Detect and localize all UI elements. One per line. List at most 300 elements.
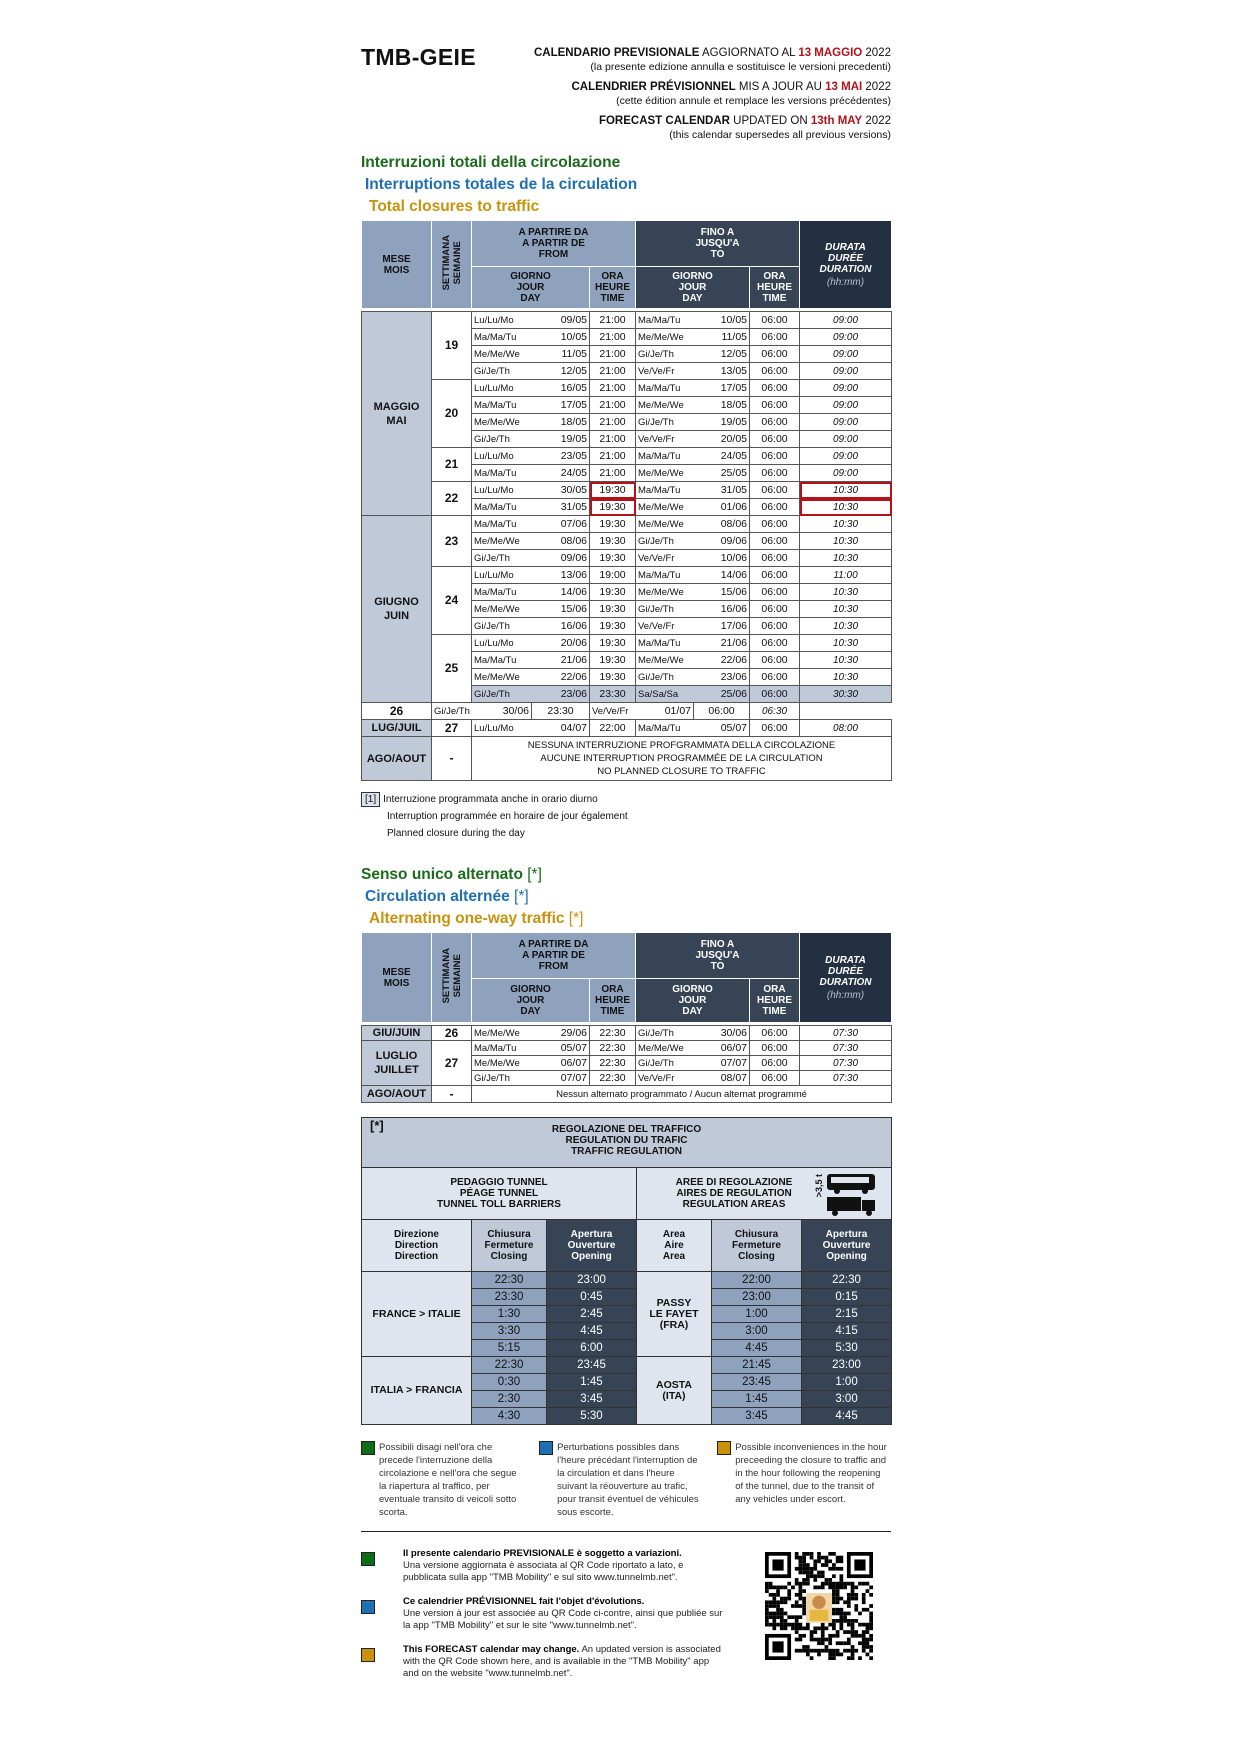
toll-open-time: 6:00 (547, 1340, 637, 1357)
header-fr-updated: MIS A JOUR AU (735, 81, 826, 93)
to-day: Gi/Je/Th (636, 533, 694, 550)
footer-it-text: Una versione aggiornata è associata al QR Code riportato a lato, e pubblicata sulla app "TMB Mobility" e sul sito www.tunnelmb.net". (403, 1560, 684, 1583)
footer-fr-text: Une version à jour est associée au QR Code ci-contre, ainsi que publiée sur la app "TMB Mobility" et sur le site "www.tunnelmb.net". (403, 1608, 723, 1631)
duration: 07:30 (800, 1041, 892, 1056)
duration: 10:30 (800, 499, 892, 516)
duration: 09:00 (800, 465, 892, 482)
toll-open-time: 1:45 (547, 1374, 637, 1391)
to-date: 01/07 (636, 703, 694, 720)
to-date: 25/06 (694, 686, 750, 703)
from-day: Me/Me/We (472, 1026, 532, 1041)
from-time: 22:30 (590, 1026, 636, 1041)
from-time: 19:30 (590, 499, 636, 516)
from-date: 19/05 (532, 431, 590, 448)
from-date: 07/06 (532, 516, 590, 533)
week-cell: 20 (432, 380, 472, 448)
to-date: 20/05 (694, 431, 750, 448)
from-time: 19:30 (590, 482, 636, 499)
duration: 08:00 (800, 720, 892, 737)
from-date: 14/06 (532, 584, 590, 601)
to-date: 17/06 (694, 618, 750, 635)
area-close-time: 3:00 (712, 1323, 802, 1340)
month-cell: LUG/JUIL (362, 720, 432, 737)
to-day: Gi/Je/Th (636, 1026, 694, 1041)
from-time: 21:00 (590, 448, 636, 465)
from-day: Gi/Je/Th (472, 1071, 532, 1086)
from-date: 18/05 (532, 414, 590, 431)
toll-open-time: 0:45 (547, 1289, 637, 1306)
to-date: 31/05 (694, 482, 750, 499)
area-close-time: 21:45 (712, 1357, 802, 1374)
from-date: 09/06 (532, 550, 590, 567)
to-time: 06:00 (750, 448, 800, 465)
duration: 09:00 (800, 363, 892, 380)
from-day: Me/Me/We (472, 1056, 532, 1071)
from-day: Ma/Ma/Tu (472, 465, 532, 482)
from-date: 10/05 (532, 329, 590, 346)
qr-code-icon[interactable] (765, 1552, 873, 1660)
header-it-year: 2022 (862, 47, 891, 59)
from-time: 19:30 (590, 652, 636, 669)
to-time: 06:00 (750, 652, 800, 669)
duration: 10:30 (800, 652, 892, 669)
week-cell: 27 (432, 1041, 472, 1086)
alt-title-fr: Circulation alternée (365, 888, 510, 905)
alt-col-duration: DURATA DURÉE DURATION (hh:mm) (800, 933, 892, 1023)
toll-close-time: 22:30 (472, 1272, 547, 1289)
toll-open-time: 5:30 (547, 1408, 637, 1425)
from-time: 19:30 (590, 584, 636, 601)
to-time: 06:00 (750, 431, 800, 448)
area-open-header: Apertura Ouverture Opening (802, 1220, 892, 1272)
header-block (534, 46, 891, 148)
area-close-time: 1:00 (712, 1306, 802, 1323)
week-cell: 23 (432, 516, 472, 567)
alt-row-august (362, 1086, 892, 1103)
closure-row (362, 635, 892, 652)
col-week: SETTIMANA SEMAINE (432, 221, 472, 309)
to-date: 15/06 (694, 584, 750, 601)
from-day: Ma/Ma/Tu (472, 652, 532, 669)
from-time: 22:30 (590, 1056, 636, 1071)
area-open-time: 1:00 (802, 1374, 892, 1391)
duration: 09:00 (800, 312, 892, 329)
closure-row (362, 703, 892, 720)
to-date: 08/06 (694, 516, 750, 533)
to-time: 06:00 (750, 669, 800, 686)
from-date: 24/05 (532, 465, 590, 482)
to-day: Ve/Ve/Fr (636, 363, 694, 380)
toll-open-header: Apertura Ouverture Opening (547, 1220, 637, 1272)
alt-mark-it: [*] (522, 866, 542, 883)
from-date: 30/06 (472, 703, 532, 720)
bus-truck-icon (825, 1172, 877, 1216)
to-time: 06:00 (750, 414, 800, 431)
to-date: 11/05 (694, 329, 750, 346)
area-open-time: 0:15 (802, 1289, 892, 1306)
toll-close-time: 1:30 (472, 1306, 547, 1323)
to-day: Ve/Ve/Fr (636, 618, 694, 635)
duration: 10:30 (800, 482, 892, 499)
from-time: 21:00 (590, 431, 636, 448)
duration: 30:30 (800, 686, 892, 703)
area-open-time: 23:00 (802, 1357, 892, 1374)
footnote (361, 791, 891, 842)
from-time: 19:30 (590, 635, 636, 652)
to-date: 21/06 (694, 635, 750, 652)
col-from-time: ORA HEURE TIME (590, 267, 636, 309)
to-time: 06:00 (750, 346, 800, 363)
header-en-date: 13th MAY (810, 115, 863, 127)
company-logo: TMB-GEIE (361, 44, 476, 70)
header-it-updated: AGGIORNATO AL (699, 47, 799, 59)
direction-cell: ITALIA > FRANCIA (362, 1357, 472, 1425)
alt-col-from-day: GIORNO JOUR DAY (472, 979, 590, 1023)
toll-close-time: 0:30 (472, 1374, 547, 1391)
week-cell: - (432, 1086, 472, 1103)
to-day: Ve/Ve/Fr (636, 550, 694, 567)
header-fr-note: (cette édition annule et remplace les versions précédentes) (616, 95, 891, 107)
col-month: MESE MOIS (362, 221, 432, 309)
header-fr-title: CALENDRIER PRÉVISIONNEL (571, 81, 736, 93)
from-time: 19:30 (590, 516, 636, 533)
to-time: 06:00 (750, 720, 800, 737)
no-alternating-note: Nessun alternato programmato / Aucun alternat programmé (472, 1086, 892, 1103)
area-close-header: Chiusura Fermeture Closing (712, 1220, 802, 1272)
to-day: Ma/Ma/Tu (636, 312, 694, 329)
week-cell: 21 (432, 448, 472, 482)
header-en-year: 2022 (862, 115, 891, 127)
from-date: 07/07 (532, 1071, 590, 1086)
duration: 10:30 (800, 584, 892, 601)
to-time: 06:00 (750, 567, 800, 584)
to-day: Me/Me/We (636, 397, 694, 414)
weight-label: >3,5 t (814, 1174, 825, 1198)
footer-blue-icon (361, 1600, 375, 1614)
col-to-time: ORA HEURE TIME (750, 267, 800, 309)
from-day: Lu/Lu/Mo (472, 567, 532, 584)
from-day: Lu/Lu/Mo (472, 482, 532, 499)
from-time: 21:00 (590, 346, 636, 363)
duration: 09:00 (800, 414, 892, 431)
legend-fr: Perturbations possibles dans l'heure précédant l'interruption de la circulation et dans l'heure suivant la réouverture au trafic, pour transit éventuel de véhicules sous escorte. (557, 1442, 699, 1518)
alt-mark-en: [*] (564, 910, 584, 927)
from-time: 19:30 (590, 618, 636, 635)
to-day: Me/Me/We (636, 329, 694, 346)
to-day: Gi/Je/Th (636, 669, 694, 686)
from-day: Me/Me/We (472, 533, 532, 550)
regulation-row (362, 1272, 892, 1289)
from-date: 06/07 (532, 1056, 590, 1071)
from-time: 21:00 (590, 380, 636, 397)
header-en-note: (this calendar supersedes all previous versions) (669, 129, 891, 141)
duration: 09:00 (800, 380, 892, 397)
month-cell: GIU/JUIN (362, 1026, 432, 1041)
from-day: Lu/Lu/Mo (472, 720, 532, 737)
legend-en: Possible inconveniences in the hour preceeding the closure to traffic and in the hour following the reopening of the tunnel, due to the transit of any vehicles under escort. (735, 1442, 887, 1505)
alt-col-to: FINO A JUSQU'A TO (636, 933, 800, 979)
from-date: 20/06 (532, 635, 590, 652)
area-close-time: 22:00 (712, 1272, 802, 1289)
from-time: 19:30 (590, 669, 636, 686)
regulation-table (361, 1117, 892, 1425)
from-date: 11/05 (532, 346, 590, 363)
to-date: 09/06 (694, 533, 750, 550)
header-fr-date: 13 MAI (825, 81, 863, 93)
area-open-time: 4:45 (802, 1408, 892, 1425)
header-en-title: FORECAST CALENDAR (598, 115, 730, 127)
to-date: 30/06 (694, 1026, 750, 1041)
toll-close-time: 22:30 (472, 1357, 547, 1374)
to-day: Me/Me/We (636, 516, 694, 533)
to-date: 07/07 (694, 1056, 750, 1071)
to-day: Ma/Ma/Tu (636, 380, 694, 397)
to-date: 08/07 (694, 1071, 750, 1086)
from-date: 30/05 (532, 482, 590, 499)
month-cell: LUGLIO JUILLET (362, 1041, 432, 1086)
toll-close-time: 23:30 (472, 1289, 547, 1306)
duration: 07:30 (800, 1071, 892, 1086)
duration: 07:30 (800, 1026, 892, 1041)
legend-it: Possibili disagi nell'ora che precede l'interruzione della circolazione e nell'ora che segue la riapertura al traffico, per eventuale transito di veicoli sotto scorta. (379, 1442, 517, 1518)
header-en-updated: UPDATED ON (729, 115, 811, 127)
closure-row (362, 567, 892, 584)
to-date: 05/07 (694, 720, 750, 737)
to-time: 06:00 (750, 397, 800, 414)
to-date: 18/05 (694, 397, 750, 414)
footer-fr-bold: Ce calendrier PRÉVISIONNEL fait l'objet d'évolutions. (403, 1596, 645, 1607)
to-date: 25/05 (694, 465, 750, 482)
blue-square-icon (539, 1441, 553, 1455)
dir-header: Direzione Direction Direction (362, 1220, 472, 1272)
from-date: 23/05 (532, 448, 590, 465)
from-day: Me/Me/We (472, 346, 532, 363)
to-day: Gi/Je/Th (636, 1056, 694, 1071)
to-date: 24/05 (694, 448, 750, 465)
to-date: 10/06 (694, 550, 750, 567)
header-it-date: 13 MAGGIO (798, 47, 863, 59)
alternating-table-header (361, 932, 892, 1023)
area-close-time: 4:45 (712, 1340, 802, 1357)
toll-close-time: 5:15 (472, 1340, 547, 1357)
areas-header: AREE DI REGOLAZIONE AIRES DE REGULATION REGULATION AREAS >3,5 t (637, 1168, 892, 1220)
closure-row-august (362, 737, 892, 781)
to-time: 06:00 (694, 703, 750, 720)
to-day: Ve/Ve/Fr (636, 1071, 694, 1086)
to-time: 06:00 (750, 635, 800, 652)
alt-row (362, 1026, 892, 1041)
from-day: Lu/Lu/Mo (472, 635, 532, 652)
footnote-it: Interruzione programmata anche in orario diurno (383, 794, 598, 805)
week-cell: 25 (432, 635, 472, 703)
duration: 11:00 (800, 567, 892, 584)
footnote-en: Planned closure during the day (387, 828, 525, 839)
closure-row (362, 516, 892, 533)
from-time: 19:00 (590, 567, 636, 584)
to-time: 06:00 (750, 1071, 800, 1086)
to-time: 06:00 (750, 1026, 800, 1041)
closure-row (362, 720, 892, 737)
closure-row (362, 448, 892, 465)
col-from-day: GIORNO JOUR DAY (472, 267, 590, 309)
to-day: Gi/Je/Th (636, 346, 694, 363)
from-date: 04/07 (532, 720, 590, 737)
from-date: 23/06 (532, 686, 590, 703)
from-date: 08/06 (532, 533, 590, 550)
from-time: 21:00 (590, 397, 636, 414)
to-day: Me/Me/We (636, 652, 694, 669)
to-time: 06:00 (750, 550, 800, 567)
from-time: 21:00 (590, 329, 636, 346)
to-time: 06:00 (750, 1041, 800, 1056)
from-date: 21/06 (532, 652, 590, 669)
toll-header: PEDAGGIO TUNNEL PÉAGE TUNNEL TUNNEL TOLL BARRIERS (362, 1168, 637, 1220)
to-date: 16/06 (694, 601, 750, 618)
from-day: Ma/Ma/Tu (472, 329, 532, 346)
from-day: Gi/Je/Th (432, 703, 472, 720)
area-close-time: 23:45 (712, 1374, 802, 1391)
duration: 10:30 (800, 669, 892, 686)
header-it-note: (la presente edizione annulla e sostituisce le versioni precedenti) (590, 61, 891, 73)
footer-green-icon (361, 1552, 375, 1566)
duration: 09:00 (800, 448, 892, 465)
duration: 09:00 (800, 431, 892, 448)
from-time: 19:30 (590, 550, 636, 567)
toll-close-header: Chiusura Fermeture Closing (472, 1220, 547, 1272)
footer-en-text: An updated version is associated with the QR Code shown here, and is available in the "TMB Mobility" app and on the website "www.tunnelmb.net". (403, 1644, 721, 1679)
duration: 10:30 (800, 550, 892, 567)
to-time: 06:00 (750, 618, 800, 635)
duration: 10:30 (800, 601, 892, 618)
col-duration: DURATA DURÉE DURATION (hh:mm) (800, 221, 892, 309)
col-to: FINO A JUSQU'A TO (636, 221, 800, 267)
month-cell: GIUGNO JUIN (362, 516, 432, 703)
to-time: 06:00 (750, 686, 800, 703)
to-date: 23/06 (694, 669, 750, 686)
toll-open-time: 23:45 (547, 1357, 637, 1374)
closures-title-it: Interruzioni totali della circolazione (361, 154, 621, 171)
from-day: Lu/Lu/Mo (472, 380, 532, 397)
toll-close-time: 4:30 (472, 1408, 547, 1425)
area-open-time: 3:00 (802, 1391, 892, 1408)
to-date: 12/05 (694, 346, 750, 363)
week-cell: - (432, 737, 472, 781)
to-time: 06:00 (750, 380, 800, 397)
closure-row (362, 482, 892, 499)
toll-open-time: 3:45 (547, 1391, 637, 1408)
area-open-time: 2:15 (802, 1306, 892, 1323)
to-day: Ma/Ma/Tu (636, 567, 694, 584)
from-day: Me/Me/We (472, 601, 532, 618)
to-date: 13/05 (694, 363, 750, 380)
to-day: Ma/Ma/Tu (636, 720, 694, 737)
from-day: Lu/Lu/Mo (472, 448, 532, 465)
from-time: 21:00 (590, 363, 636, 380)
closures-title-en: Total closures to traffic (369, 198, 540, 215)
to-day: Me/Me/We (636, 499, 694, 516)
from-date: 22/06 (532, 669, 590, 686)
to-day: Gi/Je/Th (636, 601, 694, 618)
closures-section (361, 152, 891, 1701)
from-day: Gi/Je/Th (472, 431, 532, 448)
duration: 06:30 (750, 703, 800, 720)
alt-title-en: Alternating one-way traffic (369, 910, 565, 927)
to-day: Me/Me/We (636, 465, 694, 482)
to-time: 06:00 (750, 516, 800, 533)
area-cell: AOSTA (ITA) (637, 1357, 712, 1425)
duration: 10:30 (800, 618, 892, 635)
to-date: 06/07 (694, 1041, 750, 1056)
to-day: Gi/Je/Th (636, 414, 694, 431)
month-cell: AGO/AOUT (362, 737, 432, 781)
to-time: 06:00 (750, 1056, 800, 1071)
green-square-icon (361, 1441, 375, 1455)
from-time: 19:30 (590, 533, 636, 550)
toll-open-time: 4:45 (547, 1323, 637, 1340)
closure-row (362, 312, 892, 329)
to-time: 06:00 (750, 601, 800, 618)
area-close-time: 1:45 (712, 1391, 802, 1408)
from-date: 16/05 (532, 380, 590, 397)
legend (361, 1441, 891, 1519)
from-day: Ma/Ma/Tu (472, 499, 532, 516)
from-time: 23:30 (590, 686, 636, 703)
area-open-time: 4:15 (802, 1323, 892, 1340)
to-date: 01/06 (694, 499, 750, 516)
duration: 10:30 (800, 533, 892, 550)
from-date: 12/05 (532, 363, 590, 380)
from-day: Ma/Ma/Tu (472, 397, 532, 414)
regulation-mark: [*] (370, 1118, 384, 1133)
no-closure-note: NESSUNA INTERRUZIONE PROFGRAMMATA DELLA CIRCOLAZIONE AUCUNE INTERRUPTION PROGRAMMÉE DE LA CIRCULATION NO PLANNED CLOSURE TO TRAFFIC (472, 737, 892, 781)
from-time: 22:00 (590, 720, 636, 737)
from-time: 19:30 (590, 601, 636, 618)
from-day: Gi/Je/Th (472, 550, 532, 567)
footer-en-bold: This FORECAST calendar may change. (403, 1644, 580, 1655)
closures-title-fr: Interruptions totales de la circulation (365, 176, 638, 193)
from-day: Ma/Ma/Tu (472, 584, 532, 601)
from-time: 22:30 (590, 1041, 636, 1056)
col-from: A PARTIRE DA A PARTIR DE FROM (472, 221, 636, 267)
from-day: Gi/Je/Th (472, 363, 532, 380)
to-day: Me/Me/We (636, 584, 694, 601)
to-day: Ve/Ve/Fr (636, 431, 694, 448)
from-date: 09/05 (532, 312, 590, 329)
toll-close-time: 3:30 (472, 1323, 547, 1340)
week-cell: 26 (362, 703, 432, 720)
to-day: Ma/Ma/Tu (636, 482, 694, 499)
duration: 10:30 (800, 516, 892, 533)
area-close-time: 23:00 (712, 1289, 802, 1306)
toll-close-time: 2:30 (472, 1391, 547, 1408)
to-time: 06:00 (750, 499, 800, 516)
header-it-title: CALENDARIO PREVISIONALE (533, 47, 700, 59)
week-cell: 27 (432, 720, 472, 737)
from-date: 15/06 (532, 601, 590, 618)
duration: 09:00 (800, 397, 892, 414)
alternating-table (361, 1025, 892, 1103)
alt-col-month: MESE MOIS (362, 933, 432, 1023)
from-day: Me/Me/We (472, 669, 532, 686)
duration: 09:00 (800, 346, 892, 363)
to-day: Ma/Ma/Tu (636, 635, 694, 652)
duration: 07:30 (800, 1056, 892, 1071)
gold-square-icon (717, 1441, 731, 1455)
footnote-fr: Interruption programmée en horaire de jour également (387, 811, 628, 822)
toll-open-time: 23:00 (547, 1272, 637, 1289)
from-date: 29/06 (532, 1026, 590, 1041)
alt-row (362, 1041, 892, 1056)
